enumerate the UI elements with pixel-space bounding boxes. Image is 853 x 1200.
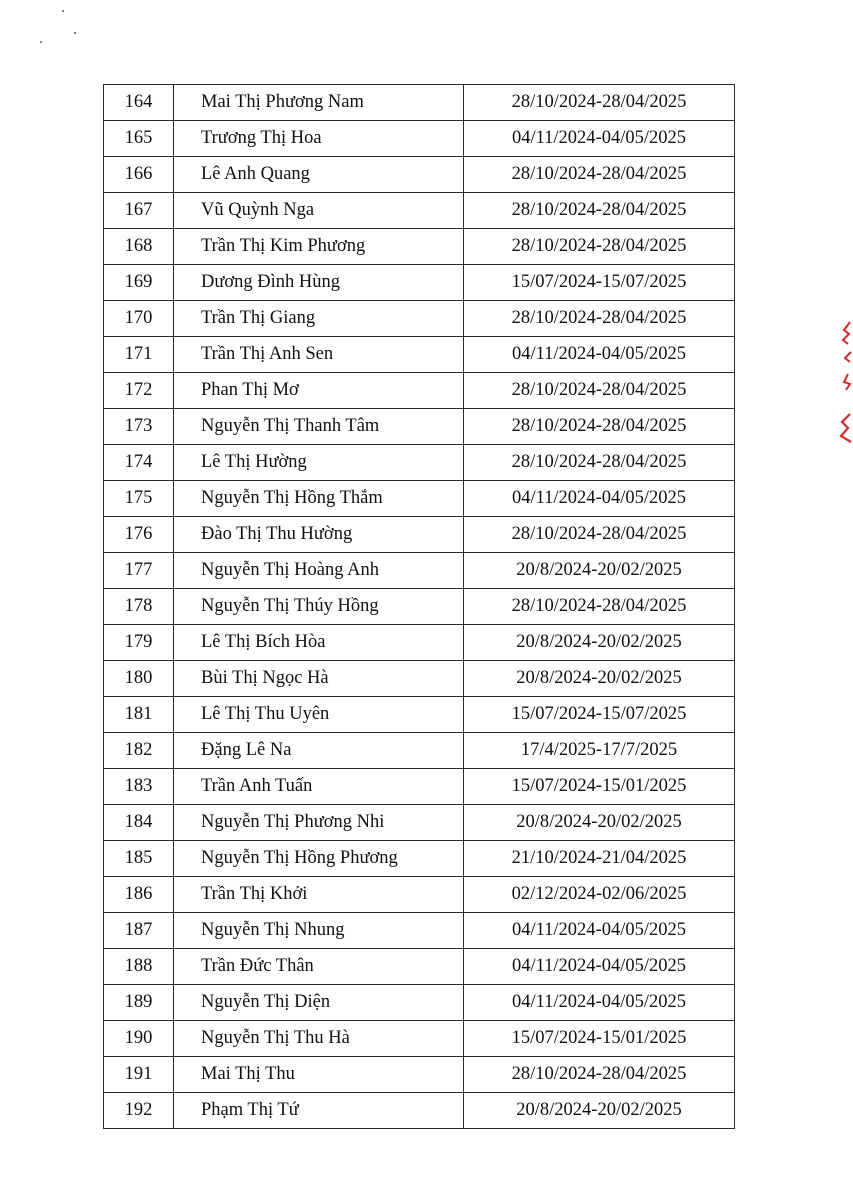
period-cell: 04/11/2024-04/05/2025 bbox=[464, 913, 735, 949]
row-number-cell: 168 bbox=[104, 229, 174, 265]
scan-speck bbox=[62, 10, 64, 12]
period-cell: 20/8/2024-20/02/2025 bbox=[464, 1093, 735, 1129]
table-row bbox=[104, 697, 735, 733]
table-row bbox=[104, 805, 735, 841]
scan-speck bbox=[40, 41, 42, 43]
row-number-cell: 164 bbox=[104, 85, 174, 121]
period-cell: 28/10/2024-28/04/2025 bbox=[464, 445, 735, 481]
table-row bbox=[104, 85, 735, 121]
person-name-cell: Trần Thị Anh Sen bbox=[174, 337, 464, 373]
row-number-cell: 181 bbox=[104, 697, 174, 733]
period-cell: 20/8/2024-20/02/2025 bbox=[464, 553, 735, 589]
period-cell: 28/10/2024-28/04/2025 bbox=[464, 517, 735, 553]
table-row bbox=[104, 481, 735, 517]
person-name-cell: Lê Anh Quang bbox=[174, 157, 464, 193]
table-row bbox=[104, 733, 735, 769]
period-cell: 15/07/2024-15/07/2025 bbox=[464, 265, 735, 301]
person-name-cell: Phan Thị Mơ bbox=[174, 373, 464, 409]
table-row bbox=[104, 121, 735, 157]
period-cell: 20/8/2024-20/02/2025 bbox=[464, 625, 735, 661]
period-cell: 02/12/2024-02/06/2025 bbox=[464, 877, 735, 913]
roster-table bbox=[103, 84, 735, 1129]
person-name-cell: Lê Thị Bích Hòa bbox=[174, 625, 464, 661]
row-number-cell: 176 bbox=[104, 517, 174, 553]
table-row bbox=[104, 337, 735, 373]
person-name-cell: Nguyễn Thị Thanh Tâm bbox=[174, 409, 464, 445]
period-cell: 17/4/2025-17/7/2025 bbox=[464, 733, 735, 769]
table-row bbox=[104, 409, 735, 445]
person-name-cell: Nguyễn Thị Nhung bbox=[174, 913, 464, 949]
red-stamp-edge-icon bbox=[838, 318, 853, 458]
period-cell: 21/10/2024-21/04/2025 bbox=[464, 841, 735, 877]
period-cell: 28/10/2024-28/04/2025 bbox=[464, 1057, 735, 1093]
person-name-cell: Nguyễn Thị Thúy Hồng bbox=[174, 589, 464, 625]
period-cell: 04/11/2024-04/05/2025 bbox=[464, 949, 735, 985]
table-row bbox=[104, 229, 735, 265]
table-row bbox=[104, 1057, 735, 1093]
person-name-cell: Trần Đức Thân bbox=[174, 949, 464, 985]
person-name-cell: Trần Thị Giang bbox=[174, 301, 464, 337]
row-number-cell: 185 bbox=[104, 841, 174, 877]
person-name-cell: Đặng Lê Na bbox=[174, 733, 464, 769]
roster-table-body bbox=[104, 85, 735, 1129]
row-number-cell: 183 bbox=[104, 769, 174, 805]
row-number-cell: 167 bbox=[104, 193, 174, 229]
row-number-cell: 174 bbox=[104, 445, 174, 481]
person-name-cell: Nguyễn Thị Diện bbox=[174, 985, 464, 1021]
period-cell: 04/11/2024-04/05/2025 bbox=[464, 121, 735, 157]
person-name-cell: Mai Thị Phương Nam bbox=[174, 85, 464, 121]
period-cell: 15/07/2024-15/07/2025 bbox=[464, 697, 735, 733]
table-row bbox=[104, 265, 735, 301]
row-number-cell: 166 bbox=[104, 157, 174, 193]
row-number-cell: 190 bbox=[104, 1021, 174, 1057]
person-name-cell: Trần Thị Kim Phương bbox=[174, 229, 464, 265]
table-row bbox=[104, 373, 735, 409]
row-number-cell: 182 bbox=[104, 733, 174, 769]
person-name-cell: Trần Thị Khởi bbox=[174, 877, 464, 913]
row-number-cell: 170 bbox=[104, 301, 174, 337]
period-cell: 28/10/2024-28/04/2025 bbox=[464, 229, 735, 265]
row-number-cell: 186 bbox=[104, 877, 174, 913]
row-number-cell: 179 bbox=[104, 625, 174, 661]
period-cell: 28/10/2024-28/04/2025 bbox=[464, 589, 735, 625]
person-name-cell: Nguyễn Thị Hoàng Anh bbox=[174, 553, 464, 589]
row-number-cell: 173 bbox=[104, 409, 174, 445]
row-number-cell: 192 bbox=[104, 1093, 174, 1129]
person-name-cell: Đào Thị Thu Hường bbox=[174, 517, 464, 553]
table-row bbox=[104, 985, 735, 1021]
period-cell: 04/11/2024-04/05/2025 bbox=[464, 481, 735, 517]
row-number-cell: 175 bbox=[104, 481, 174, 517]
row-number-cell: 172 bbox=[104, 373, 174, 409]
period-cell: 28/10/2024-28/04/2025 bbox=[464, 409, 735, 445]
period-cell: 28/10/2024-28/04/2025 bbox=[464, 85, 735, 121]
person-name-cell: Nguyễn Thị Hồng Phương bbox=[174, 841, 464, 877]
table-row bbox=[104, 1021, 735, 1057]
table-row bbox=[104, 841, 735, 877]
period-cell: 28/10/2024-28/04/2025 bbox=[464, 157, 735, 193]
period-cell: 28/10/2024-28/04/2025 bbox=[464, 301, 735, 337]
person-name-cell: Nguyễn Thị Hồng Thắm bbox=[174, 481, 464, 517]
row-number-cell: 177 bbox=[104, 553, 174, 589]
row-number-cell: 187 bbox=[104, 913, 174, 949]
row-number-cell: 165 bbox=[104, 121, 174, 157]
table-row bbox=[104, 445, 735, 481]
table-row bbox=[104, 625, 735, 661]
scan-speck bbox=[74, 32, 76, 34]
person-name-cell: Bùi Thị Ngọc Hà bbox=[174, 661, 464, 697]
person-name-cell: Lê Thị Hường bbox=[174, 445, 464, 481]
row-number-cell: 188 bbox=[104, 949, 174, 985]
period-cell: 20/8/2024-20/02/2025 bbox=[464, 805, 735, 841]
row-number-cell: 180 bbox=[104, 661, 174, 697]
person-name-cell: Mai Thị Thu bbox=[174, 1057, 464, 1093]
period-cell: 15/07/2024-15/01/2025 bbox=[464, 1021, 735, 1057]
table-row bbox=[104, 661, 735, 697]
person-name-cell: Nguyễn Thị Phương Nhi bbox=[174, 805, 464, 841]
row-number-cell: 178 bbox=[104, 589, 174, 625]
table-row bbox=[104, 517, 735, 553]
person-name-cell: Lê Thị Thu Uyên bbox=[174, 697, 464, 733]
table-row bbox=[104, 877, 735, 913]
person-name-cell: Trương Thị Hoa bbox=[174, 121, 464, 157]
person-name-cell: Phạm Thị Tứ bbox=[174, 1093, 464, 1129]
person-name-cell: Dương Đình Hùng bbox=[174, 265, 464, 301]
table-row bbox=[104, 1093, 735, 1129]
table-row bbox=[104, 589, 735, 625]
person-name-cell: Nguyễn Thị Thu Hà bbox=[174, 1021, 464, 1057]
row-number-cell: 189 bbox=[104, 985, 174, 1021]
table-row bbox=[104, 553, 735, 589]
table-row bbox=[104, 157, 735, 193]
row-number-cell: 184 bbox=[104, 805, 174, 841]
person-name-cell: Vũ Quỳnh Nga bbox=[174, 193, 464, 229]
person-name-cell: Trần Anh Tuấn bbox=[174, 769, 464, 805]
row-number-cell: 191 bbox=[104, 1057, 174, 1093]
table-row bbox=[104, 949, 735, 985]
table-row bbox=[104, 193, 735, 229]
period-cell: 20/8/2024-20/02/2025 bbox=[464, 661, 735, 697]
period-cell: 28/10/2024-28/04/2025 bbox=[464, 193, 735, 229]
row-number-cell: 171 bbox=[104, 337, 174, 373]
table-row bbox=[104, 301, 735, 337]
period-cell: 15/07/2024-15/01/2025 bbox=[464, 769, 735, 805]
table-row bbox=[104, 769, 735, 805]
period-cell: 04/11/2024-04/05/2025 bbox=[464, 985, 735, 1021]
period-cell: 28/10/2024-28/04/2025 bbox=[464, 373, 735, 409]
row-number-cell: 169 bbox=[104, 265, 174, 301]
period-cell: 04/11/2024-04/05/2025 bbox=[464, 337, 735, 373]
table-row bbox=[104, 913, 735, 949]
